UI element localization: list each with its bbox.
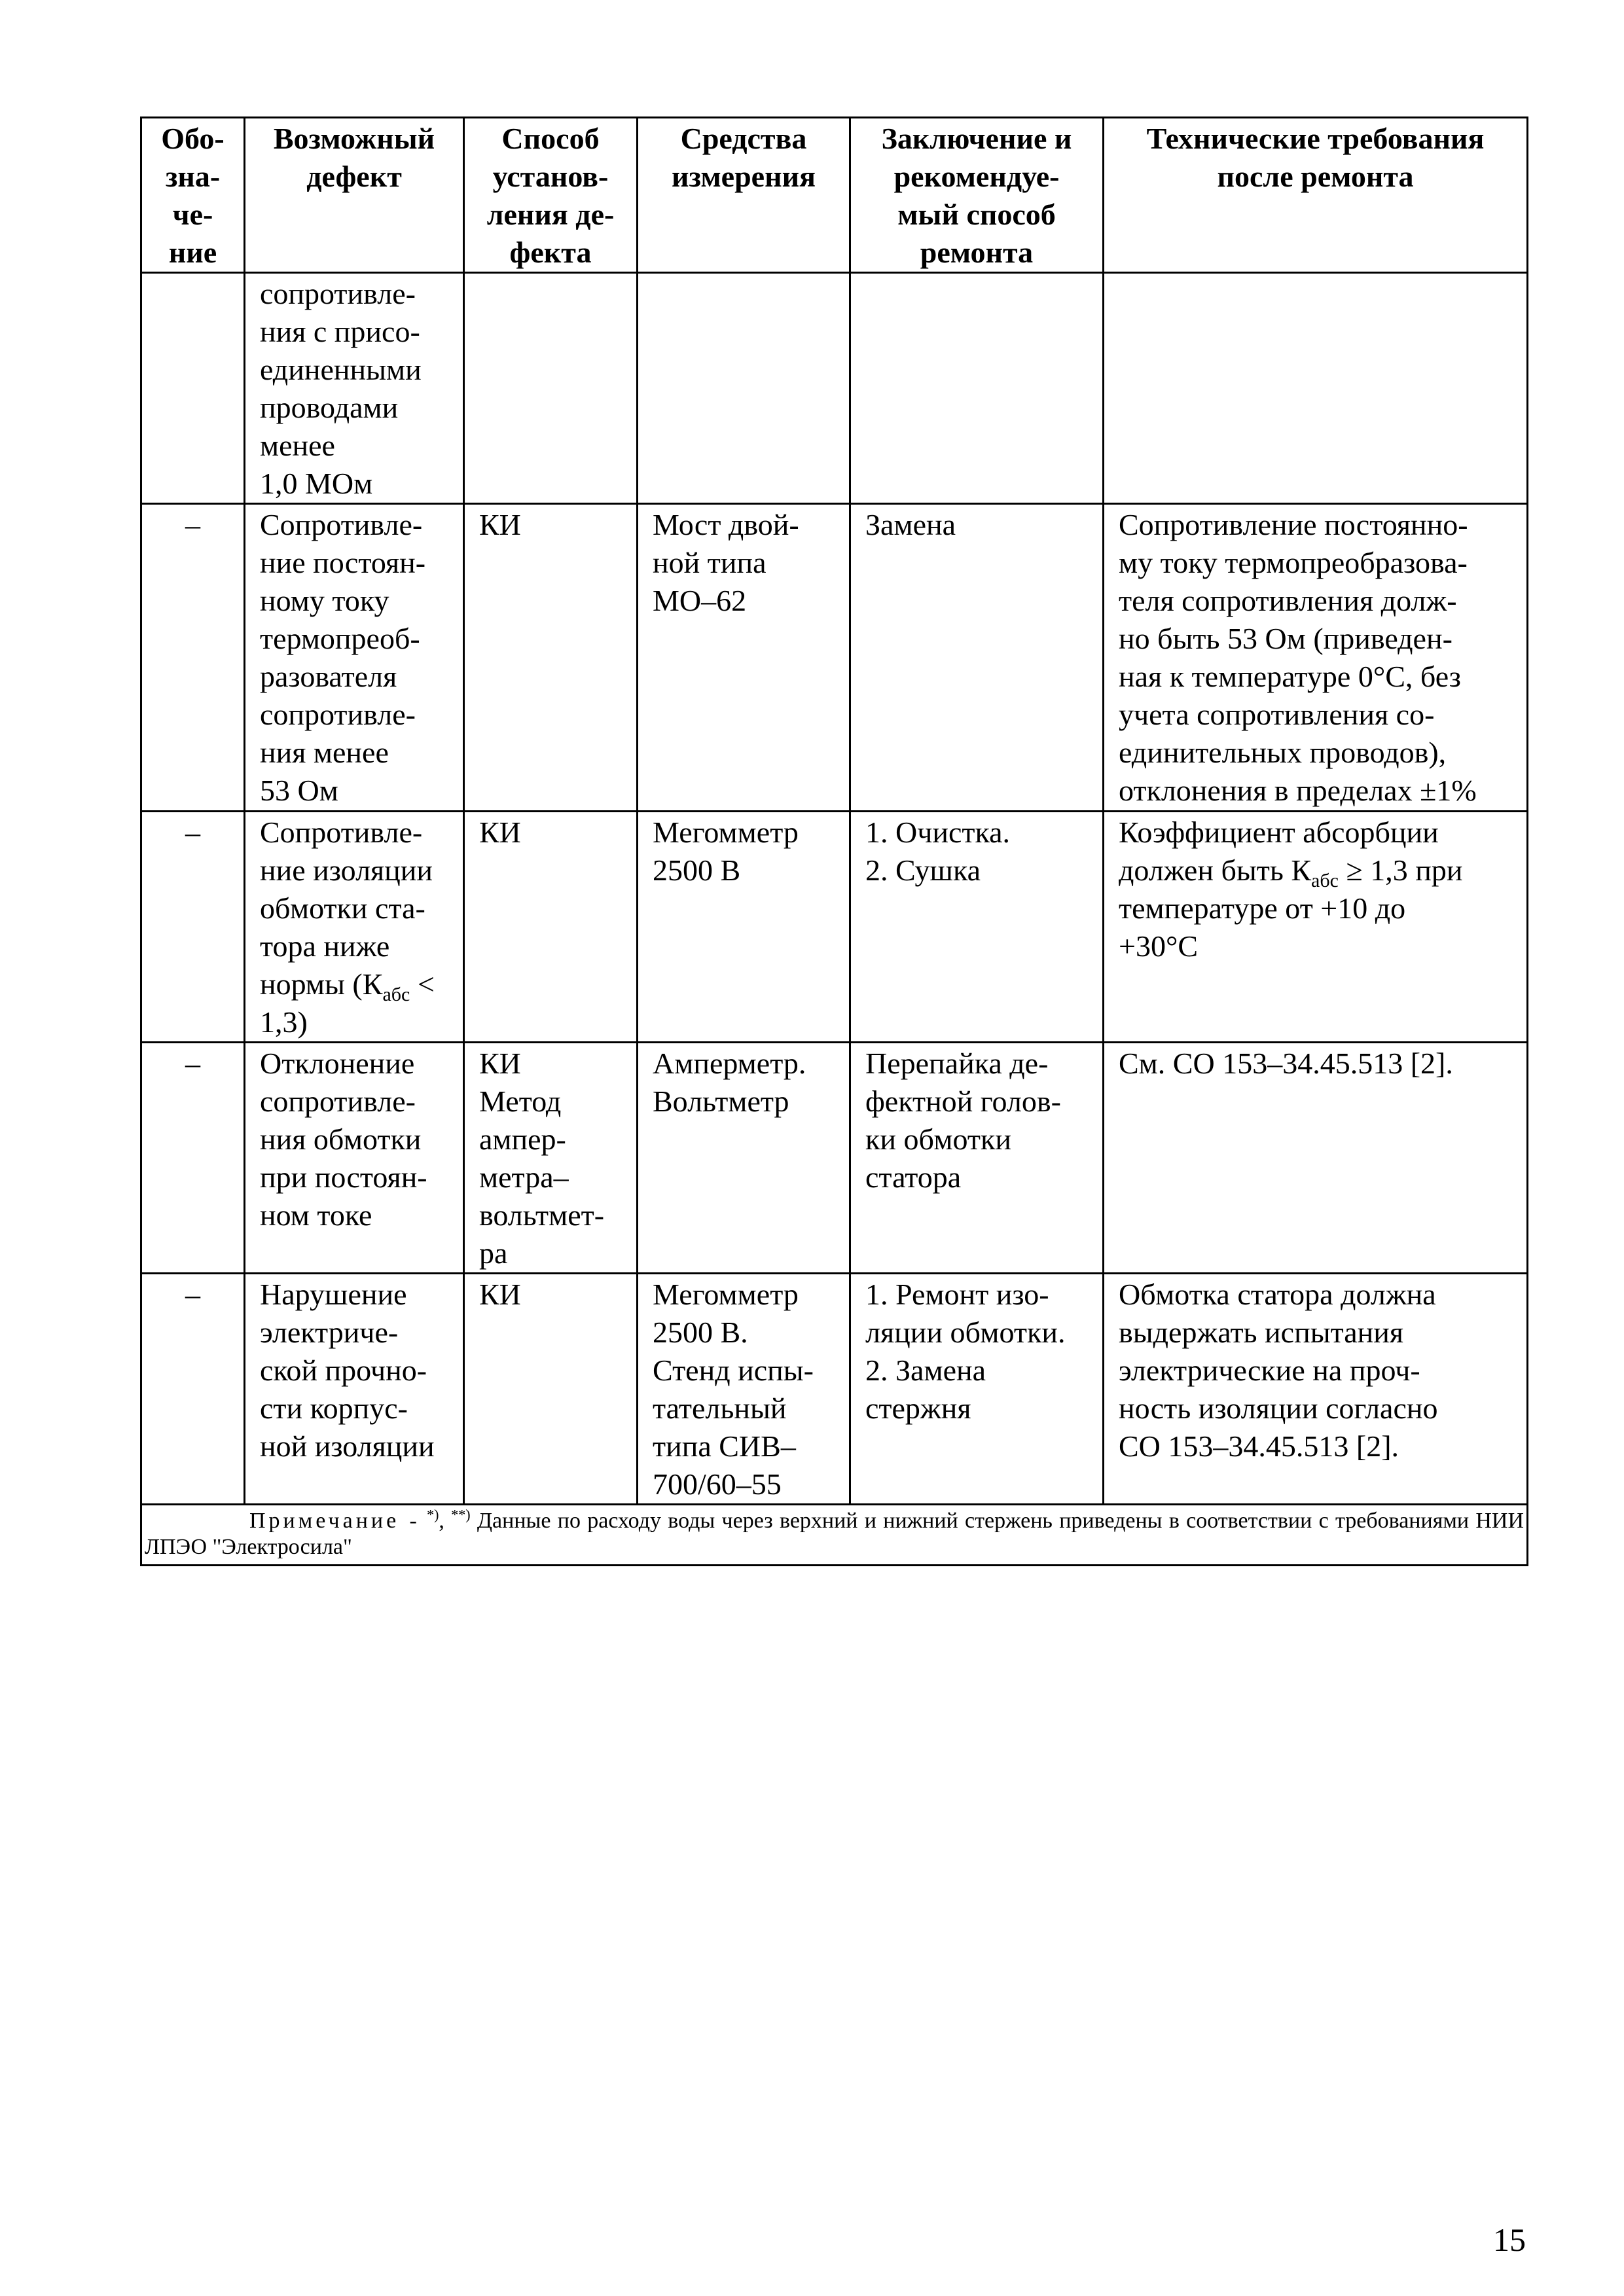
note-separator: , [439, 1509, 444, 1533]
cell-instruments: Амперметр. Вольтметр [638, 1043, 850, 1274]
table-note-row [141, 1505, 1528, 1566]
cell-method: КИ [464, 812, 638, 1043]
table-note [141, 1505, 1528, 1566]
header-conclusion-repair: Заключение и рекомендуе- мый способ ремонта [850, 118, 1104, 273]
cell-defect: Сопротивле- ние постоян- ному току термопреоб- разователя сопротивле- ния менее 53 Ом [245, 504, 464, 812]
table-row [141, 273, 1528, 504]
header-possible-defect: Возможный дефект [245, 118, 464, 273]
note-label: Примечание - [249, 1509, 420, 1533]
cell-instruments: Мегомметр 2500 В [638, 812, 850, 1043]
cell-instruments [638, 273, 850, 504]
note-text: Данные по расходу воды через верхний и нижний стержень приведены в соответствии с требованиями НИИ ЛПЭО "Электросила" [145, 1509, 1525, 1559]
cell-designation: – [141, 1274, 245, 1505]
cell-conclusion: Замена [850, 504, 1104, 812]
cell-defect [245, 812, 464, 1043]
table-row [141, 1043, 1528, 1274]
defects-table [140, 117, 1528, 1566]
page-number: 15 [1493, 2221, 1526, 2258]
table-row [141, 1274, 1528, 1505]
cell-designation: – [141, 504, 245, 812]
cell-conclusion [850, 273, 1104, 504]
cell-designation [141, 273, 245, 504]
cell-method: КИ [464, 1274, 638, 1505]
table-row [141, 504, 1528, 812]
table-row [141, 812, 1528, 1043]
cell-requirements [1104, 273, 1528, 504]
header-designation: Обо- зна- че- ние [141, 118, 245, 273]
cell-method: КИ [464, 504, 638, 812]
cell-instruments: Мост двой- ной типа МО–62 [638, 504, 850, 812]
subscript-abs: абс [382, 984, 410, 1006]
defect-text: Сопротивле- ние изоляции обмотки ста- тора ниже нормы (К [260, 816, 433, 1001]
cell-defect: Отклонение сопротивле- ния обмотки при постоян- ном токе [245, 1043, 464, 1274]
cell-requirements [1104, 812, 1528, 1043]
requirements-text: Коэффициент абсорбции должен быть К [1119, 816, 1439, 887]
cell-conclusion: 1. Ремонт изо- ляции обмотки. 2. Замена стержня [850, 1274, 1104, 1505]
cell-designation: – [141, 1043, 245, 1274]
cell-method: КИ Метод ампер- метра– вольтмет- ра [464, 1043, 638, 1274]
requirements-text-end: ≥ 1,3 при температуре от +10 до +30°С [1119, 853, 1463, 963]
header-technical-requirements: Технические требования после ремонта [1104, 118, 1528, 273]
cell-designation: – [141, 812, 245, 1043]
cell-defect: Нарушение электриче- ской прочно- сти корпус- ной изоляции [245, 1274, 464, 1505]
cell-requirements: См. СО 153–34.45.513 [2]. [1104, 1043, 1528, 1274]
cell-conclusion: Перепайка де- фектной голов- ки обмотки статора [850, 1043, 1104, 1274]
note-marker-1: *) [427, 1506, 439, 1523]
note-marker-2: **) [451, 1506, 471, 1523]
cell-conclusion: 1. Очистка. 2. Сушка [850, 812, 1104, 1043]
cell-defect: сопротивле- ния с присо- единенными проводами менее 1,0 МОм [245, 273, 464, 504]
cell-instruments: Мегомметр 2500 В. Стенд испы- тательный типа СИВ– 700/60–55 [638, 1274, 850, 1505]
cell-requirements: Обмотка статора должна выдержать испытания электрические на проч- ность изоляции согласно СО 153–34.45.513 [2]. [1104, 1274, 1528, 1505]
cell-requirements: Сопротивление постоянно- му току термопреобразова- теля сопротивления долж- но быть 53 Ом (приведен- ная к температуре 0°С, без учета сопротивления со- единительных проводов), отклонения в пределах ±1% [1104, 504, 1528, 812]
header-measuring-instruments: Средства измерения [638, 118, 850, 273]
table-header-row [141, 118, 1528, 273]
cell-method [464, 273, 638, 504]
subscript-abs: абс [1311, 870, 1339, 892]
header-detection-method: Способ установ- ления де- фекта [464, 118, 638, 273]
defect-text-end: < 1,3) [260, 967, 435, 1039]
